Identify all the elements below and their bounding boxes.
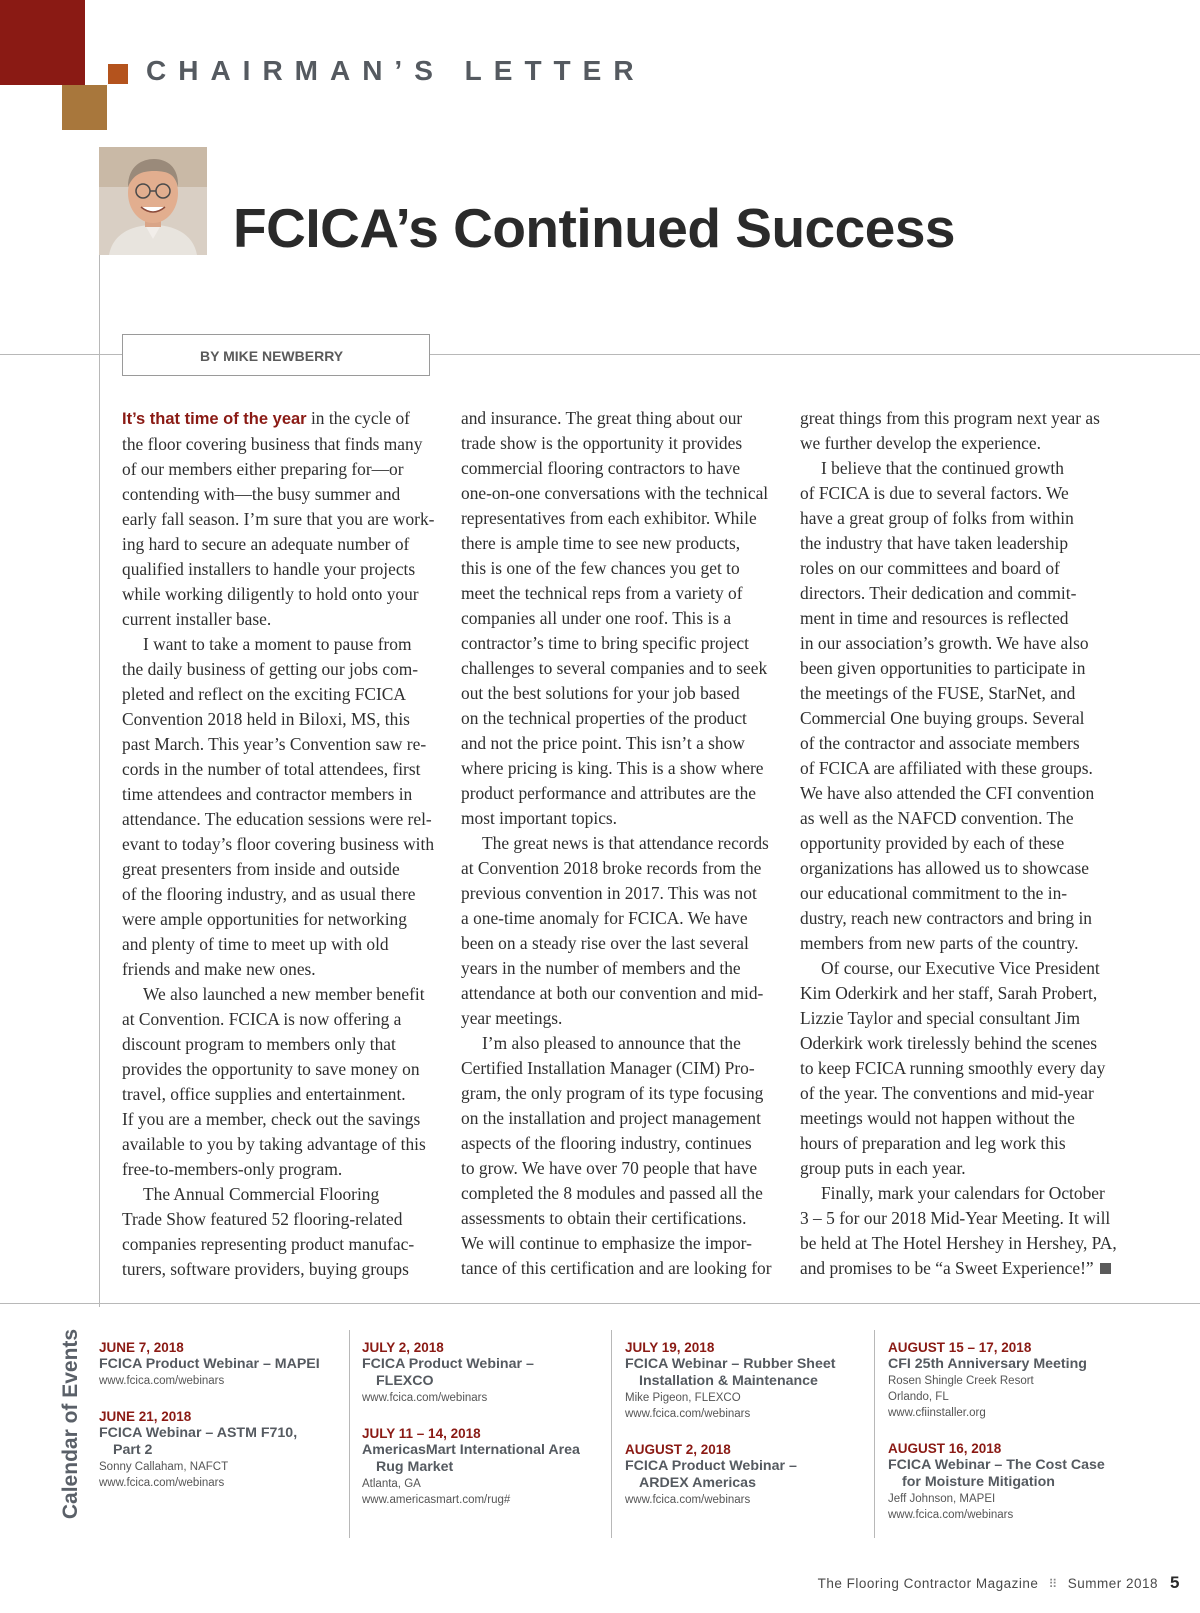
text-line	[122, 882, 444, 907]
text-fragment: to keep FCICA running smoothly every day	[800, 1058, 1106, 1078]
text-line	[461, 806, 783, 831]
text-line	[461, 1031, 783, 1056]
text-line	[461, 931, 783, 956]
text-fragment: evant to today’s floor covering business with	[122, 834, 435, 854]
text-fragment: been on a steady rise over the last several	[461, 933, 749, 953]
calendar-event	[888, 1440, 1133, 1523]
calendar-event	[625, 1441, 870, 1508]
text-fragment: Commercial One buying groups. Several	[800, 708, 1085, 728]
page-number: 5	[1170, 1573, 1180, 1592]
text-fragment: this is one of the few chances you get to	[461, 558, 740, 578]
text-fragment: travel, office supplies and entertainment.	[122, 1084, 406, 1104]
text-line	[122, 557, 444, 582]
calendar-event	[888, 1339, 1133, 1421]
event-detail: www.fcica.com/webinars	[99, 1375, 225, 1387]
text-fragment: challenges to several companies and to seek	[461, 658, 768, 678]
text-fragment: year meetings.	[461, 1008, 563, 1028]
article-column-3	[800, 406, 1122, 1281]
text-line	[461, 1131, 783, 1156]
text-line	[461, 656, 783, 681]
calendar-event	[625, 1339, 870, 1422]
text-fragment: of the contractor and associate members	[800, 733, 1080, 753]
text-fragment: and promises to be “a Sweet Experience!”	[800, 1258, 1094, 1278]
event-title	[362, 1442, 607, 1476]
text-fragment: aspects of the flooring industry, continues	[461, 1133, 752, 1153]
calendar-column-1	[99, 1339, 344, 1510]
text-fragment: free-to-members-only program.	[122, 1159, 343, 1179]
text-fragment: gram, the only program of its type focusing	[461, 1083, 764, 1103]
text-line	[461, 1231, 783, 1256]
text-fragment: Certified Installation Manager (CIM) Pro-	[461, 1058, 755, 1078]
text-line	[122, 1082, 444, 1107]
calendar-column-2	[362, 1339, 607, 1527]
text-line	[122, 707, 444, 732]
event-detail: Mike Pigeon, FLEXCO	[625, 1392, 741, 1404]
event-detail: www.fcica.com/webinars	[625, 1494, 751, 1506]
event-title-line: FCICA Product Webinar –	[362, 1356, 534, 1372]
calendar-divider	[874, 1330, 875, 1538]
issue-label: Summer 2018	[1067, 1576, 1159, 1591]
section-label: CHAIRMAN’S LETTER	[146, 55, 646, 86]
text-fragment: pleted and reflect on the exciting FCICA	[122, 684, 406, 704]
text-line	[122, 1007, 444, 1032]
calendar-divider	[611, 1330, 612, 1538]
text-line	[122, 507, 444, 532]
event-detail: Atlanta, GA	[362, 1478, 421, 1490]
text-fragment: great presenters from inside and outside	[122, 859, 400, 879]
calendar-rule	[0, 1303, 1200, 1304]
text-fragment: meetings would not happen without the	[800, 1108, 1075, 1128]
text-fragment: I want to take a moment to pause from	[143, 634, 412, 654]
event-title-line: CFI 25th Anniversary Meeting	[888, 1356, 1087, 1372]
text-fragment: assessments to obtain their certifications.	[461, 1208, 747, 1228]
text-line	[800, 506, 1122, 531]
text-line	[461, 981, 783, 1006]
text-line	[800, 581, 1122, 606]
text-fragment: a one-time anomaly for FCICA. We have	[461, 908, 748, 928]
text-line	[461, 481, 783, 506]
text-fragment: Trade Show featured 52 flooring-related	[122, 1209, 403, 1229]
text-fragment: been given opportunities to participate in	[800, 658, 1086, 678]
text-line	[122, 457, 444, 482]
text-line	[461, 1006, 783, 1031]
text-fragment: attendance at both our convention and mid-	[461, 983, 764, 1003]
text-line	[122, 1232, 444, 1257]
event-title-line: ARDEX Americas	[639, 1475, 756, 1491]
text-line	[800, 406, 1122, 431]
text-fragment: we further develop the experience.	[800, 433, 1041, 453]
text-fragment: We have also attended the CFI convention	[800, 783, 1095, 803]
text-line	[122, 1207, 444, 1232]
text-line	[122, 957, 444, 982]
text-line	[800, 806, 1122, 831]
text-line	[461, 531, 783, 556]
event-title	[625, 1458, 870, 1492]
text-line	[122, 1182, 444, 1207]
text-line	[122, 732, 444, 757]
text-fragment: I believe that the continued growth	[821, 458, 1064, 478]
text-fragment: available to you by taking advantage of this	[122, 1134, 426, 1154]
text-line	[461, 581, 783, 606]
event-title	[888, 1356, 1133, 1373]
text-fragment: of FCICA is due to several factors. We	[800, 483, 1069, 503]
text-line	[122, 432, 444, 457]
text-line	[122, 1107, 444, 1132]
text-fragment: on the technical properties of the product	[461, 708, 747, 728]
text-fragment: ing hard to secure an adequate number of	[122, 534, 410, 554]
text-fragment: The great news is that attendance records	[482, 833, 769, 853]
text-line	[800, 631, 1122, 656]
text-line	[461, 756, 783, 781]
article-column-2	[461, 406, 783, 1281]
event-date: JULY 2, 2018	[362, 1340, 444, 1355]
text-fragment: directors. Their dedication and commit-	[800, 583, 1077, 603]
text-line	[800, 681, 1122, 706]
decor-square-tan	[62, 85, 107, 130]
text-line	[122, 757, 444, 782]
event-title-line: AmericasMart International Area	[362, 1442, 580, 1458]
event-detail: www.fcica.com/webinars	[625, 1408, 751, 1420]
decor-square-orange	[108, 64, 128, 84]
text-fragment: friends and make new ones.	[122, 959, 316, 979]
text-fragment: attendance. The education sessions were rel-	[122, 809, 432, 829]
text-fragment: in the cycle of	[306, 408, 410, 428]
text-line	[800, 831, 1122, 856]
event-detail: Jeff Johnson, MAPEI	[888, 1493, 996, 1505]
text-fragment: turers, software providers, buying groups	[122, 1259, 409, 1279]
text-fragment: previous convention in 2017. This was not	[461, 883, 757, 903]
event-title	[625, 1356, 870, 1390]
text-line	[122, 1157, 444, 1182]
author-portrait	[99, 147, 207, 255]
text-fragment: meet the technical reps from a variety of	[461, 583, 743, 603]
event-date: AUGUST 15 – 17, 2018	[888, 1340, 1032, 1355]
text-line	[122, 1132, 444, 1157]
article-headline: FCICA’s Continued Success	[233, 197, 955, 259]
text-line	[122, 582, 444, 607]
event-date: JUNE 7, 2018	[99, 1340, 184, 1355]
text-fragment: as well as the NAFCD convention. The	[800, 808, 1074, 828]
text-line	[461, 1106, 783, 1131]
text-fragment: hours of preparation and leg work this	[800, 1133, 1066, 1153]
text-line	[461, 1206, 783, 1231]
text-line	[800, 1081, 1122, 1106]
text-fragment: 3 – 5 for our 2018 Mid-Year Meeting. It will	[800, 1208, 1111, 1228]
text-line	[461, 906, 783, 931]
text-line	[800, 1106, 1122, 1131]
text-fragment: there is ample time to see new products,	[461, 533, 741, 553]
text-fragment: Kim Oderkirk and her staff, Sarah Probert,	[800, 983, 1098, 1003]
text-line	[461, 1181, 783, 1206]
event-detail: www.cfiinstaller.org	[888, 1407, 986, 1419]
event-title-line: FLEXCO	[376, 1373, 434, 1389]
event-detail: Orlando, FL	[888, 1391, 949, 1403]
text-fragment: qualified installers to handle your projects	[122, 559, 416, 579]
event-title-line: for Moisture Mitigation	[902, 1474, 1055, 1490]
text-line	[122, 1032, 444, 1057]
text-fragment: the daily business of getting our jobs com-	[122, 659, 419, 679]
text-fragment: and insurance. The great thing about our	[461, 408, 743, 428]
event-detail: www.fcica.com/webinars	[888, 1509, 1014, 1521]
text-fragment: provides the opportunity to save money on	[122, 1059, 420, 1079]
text-line	[122, 782, 444, 807]
text-fragment: completed the 8 modules and passed all the	[461, 1183, 763, 1203]
calendar-title: Calendar of Events	[59, 1328, 82, 1520]
text-fragment: of our members either preparing for—or	[122, 459, 404, 479]
text-fragment: current installer base.	[122, 609, 272, 629]
text-line	[461, 706, 783, 731]
text-line	[461, 631, 783, 656]
text-fragment: We will continue to emphasize the impor-	[461, 1233, 752, 1253]
text-fragment: past March. This year’s Convention saw re-	[122, 734, 427, 754]
text-fragment: the meetings of the FUSE, StarNet, and	[800, 683, 1076, 703]
text-fragment: and not the price point. This isn’t a show	[461, 733, 745, 753]
event-title-line: FCICA Webinar – Rubber Sheet	[625, 1356, 836, 1372]
text-fragment: of the flooring industry, and as usual there	[122, 884, 416, 904]
page-footer	[818, 1573, 1180, 1593]
text-fragment: in our association’s growth. We have also	[800, 633, 1089, 653]
magazine-name: The Flooring Contractor Magazine	[817, 1576, 1039, 1591]
text-line	[800, 956, 1122, 981]
text-fragment: cords in the number of total attendees, first	[122, 759, 421, 779]
text-line	[461, 1156, 783, 1181]
text-line	[800, 756, 1122, 781]
calendar-event	[362, 1425, 607, 1508]
text-fragment: companies all under one roof. This is a	[461, 608, 732, 628]
text-fragment: of FCICA are affiliated with these groups.	[800, 758, 1093, 778]
text-line	[122, 832, 444, 857]
text-fragment: product performance and attributes are the	[461, 783, 757, 803]
event-title	[888, 1457, 1133, 1491]
text-line	[461, 1256, 783, 1281]
text-fragment: commercial flooring contractors to have	[461, 458, 741, 478]
event-date: JUNE 21, 2018	[99, 1409, 192, 1424]
text-line	[800, 1181, 1122, 1206]
text-fragment: years in the number of members and the	[461, 958, 741, 978]
event-title-line: FCICA Webinar – The Cost Case	[888, 1457, 1105, 1473]
calendar-event	[362, 1339, 607, 1406]
calendar-event	[99, 1408, 344, 1491]
text-fragment: where pricing is king. This is a show where	[461, 758, 764, 778]
text-fragment: Oderkirk work tirelessly behind the scenes	[800, 1033, 1098, 1053]
calendar-column-3	[625, 1339, 870, 1527]
text-line	[800, 1131, 1122, 1156]
event-date: JULY 19, 2018	[625, 1340, 715, 1355]
text-line	[122, 632, 444, 657]
text-line	[122, 482, 444, 507]
text-fragment: opportunity provided by each of these	[800, 833, 1065, 853]
text-line	[122, 1057, 444, 1082]
text-fragment: of the year. The conventions and mid-year	[800, 1083, 1094, 1103]
text-line	[461, 556, 783, 581]
text-line	[461, 431, 783, 456]
text-line	[122, 932, 444, 957]
text-line	[122, 657, 444, 682]
text-fragment: members from new parts of the country.	[800, 933, 1079, 953]
text-line	[800, 1256, 1122, 1281]
text-line	[122, 857, 444, 882]
text-line	[800, 481, 1122, 506]
text-line	[800, 606, 1122, 631]
event-title-line: FCICA Product Webinar –	[625, 1458, 797, 1474]
text-line	[461, 506, 783, 531]
calendar-divider	[349, 1330, 350, 1538]
text-fragment: be held at The Hotel Hershey in Hershey, PA,	[800, 1233, 1117, 1253]
text-fragment: Finally, mark your calendars for October	[821, 1183, 1105, 1203]
calendar-event	[99, 1339, 344, 1389]
text-line	[800, 1206, 1122, 1231]
text-fragment: Convention 2018 held in Biloxi, MS, this	[122, 709, 410, 729]
text-line	[800, 931, 1122, 956]
text-line	[461, 831, 783, 856]
text-line	[461, 681, 783, 706]
vertical-rule	[99, 147, 100, 1307]
text-line	[461, 956, 783, 981]
event-title-line: FCICA Webinar – ASTM F710,	[99, 1425, 298, 1441]
text-line	[800, 1156, 1122, 1181]
text-fragment: while working diligently to hold onto your	[122, 584, 419, 604]
event-title-line: Rug Market	[376, 1459, 454, 1475]
text-line	[800, 656, 1122, 681]
text-fragment: to grow. We have over 70 people that have	[461, 1158, 758, 1178]
end-mark-icon	[1100, 1263, 1111, 1274]
event-date: AUGUST 2, 2018	[625, 1442, 731, 1457]
text-fragment: at Convention. FCICA is now offering a	[122, 1009, 402, 1029]
text-line	[800, 781, 1122, 806]
text-line	[461, 1056, 783, 1081]
text-line	[800, 706, 1122, 731]
text-fragment: were ample opportunities for networking	[122, 909, 407, 929]
text-fragment: our educational commitment to the in-	[800, 883, 1068, 903]
event-detail: www.americasmart.com/rug#	[362, 1494, 511, 1506]
text-fragment: tance of this certification and are looking for	[461, 1258, 772, 1278]
text-line	[800, 1006, 1122, 1031]
text-fragment: We also launched a new member benefit	[143, 984, 425, 1004]
byline: BY MIKE NEWBERRY	[200, 348, 344, 364]
text-line	[800, 906, 1122, 931]
text-line	[122, 682, 444, 707]
text-fragment: at Convention 2018 broke records from the	[461, 858, 762, 878]
event-date: JULY 11 – 14, 2018	[362, 1426, 481, 1441]
text-line	[461, 1081, 783, 1106]
event-date: AUGUST 16, 2018	[888, 1441, 1002, 1456]
decor-square-red	[0, 0, 85, 85]
text-fragment: and plenty of time to meet up with old	[122, 934, 389, 954]
text-fragment: contending with—the busy summer and	[122, 484, 401, 504]
text-line	[122, 907, 444, 932]
text-fragment: out the best solutions for your job based	[461, 683, 740, 703]
text-fragment: the floor covering business that finds many	[122, 434, 423, 454]
event-detail: www.fcica.com/webinars	[99, 1477, 225, 1489]
text-fragment: roles on our committees and board of	[800, 558, 1060, 578]
text-fragment: organizations has allowed us to showcase	[800, 858, 1089, 878]
text-line	[122, 406, 444, 432]
text-line	[800, 1056, 1122, 1081]
text-fragment: The Annual Commercial Flooring	[143, 1184, 380, 1204]
text-line	[800, 456, 1122, 481]
text-fragment: most important topics.	[461, 808, 618, 828]
text-line	[461, 456, 783, 481]
text-line	[800, 431, 1122, 456]
text-line	[461, 781, 783, 806]
text-fragment: time attendees and contractor members in	[122, 784, 413, 804]
event-detail: www.fcica.com/webinars	[362, 1392, 488, 1404]
event-title	[99, 1356, 344, 1373]
text-fragment: discount program to members only that	[122, 1034, 396, 1054]
text-line	[800, 856, 1122, 881]
text-line	[800, 531, 1122, 556]
article-column-1	[122, 406, 444, 1282]
calendar-column-4	[888, 1339, 1133, 1542]
event-title-line: Installation & Maintenance	[639, 1373, 818, 1389]
byline-box	[122, 334, 430, 376]
text-line	[122, 807, 444, 832]
text-fragment: ment in time and resources is reflected	[800, 608, 1069, 628]
text-fragment: Of course, our Executive Vice President	[821, 958, 1100, 978]
text-line	[800, 1231, 1122, 1256]
event-detail: Rosen Shingle Creek Resort	[888, 1375, 1034, 1387]
text-line	[461, 881, 783, 906]
event-title-line: FCICA Product Webinar – MAPEI	[99, 1356, 320, 1372]
text-line	[122, 1257, 444, 1282]
text-line	[800, 731, 1122, 756]
text-line	[122, 982, 444, 1007]
event-title	[362, 1356, 607, 1390]
text-line	[461, 856, 783, 881]
text-fragment: dustry, reach new contractors and bring in	[800, 908, 1092, 928]
text-fragment: one-on-one conversations with the technical	[461, 483, 769, 503]
text-fragment: great things from this program next year as	[800, 408, 1100, 428]
text-fragment: on the installation and project management	[461, 1108, 761, 1128]
lead-in: It’s that time of the year	[122, 410, 307, 428]
text-fragment: If you are a member, check out the savings	[122, 1109, 421, 1129]
text-fragment: the industry that have taken leadership	[800, 533, 1069, 553]
text-fragment: trade show is the opportunity it provides	[461, 433, 743, 453]
text-line	[461, 406, 783, 431]
text-fragment: early fall season. I’m sure that you are work-	[122, 509, 435, 529]
event-title-line: Part 2	[113, 1442, 153, 1458]
text-line	[800, 1031, 1122, 1056]
event-title	[99, 1425, 344, 1459]
text-fragment: I’m also pleased to announce that the	[482, 1033, 741, 1053]
separator-icon: ⠿	[1048, 1577, 1058, 1591]
text-line	[461, 731, 783, 756]
text-line	[122, 532, 444, 557]
text-fragment: have a great group of folks from within	[800, 508, 1074, 528]
text-fragment: contractor’s time to bring specific project	[461, 633, 749, 653]
text-fragment: companies representing product manufac-	[122, 1234, 415, 1254]
text-line	[800, 981, 1122, 1006]
text-fragment: group puts in each year.	[800, 1158, 966, 1178]
text-line	[800, 556, 1122, 581]
text-fragment: representatives from each exhibitor. While	[461, 508, 757, 528]
text-line	[122, 607, 444, 632]
text-line	[800, 881, 1122, 906]
text-line	[461, 606, 783, 631]
event-detail: Sonny Callaham, NAFCT	[99, 1461, 229, 1473]
text-fragment: Lizzie Taylor and special consultant Jim	[800, 1008, 1081, 1028]
